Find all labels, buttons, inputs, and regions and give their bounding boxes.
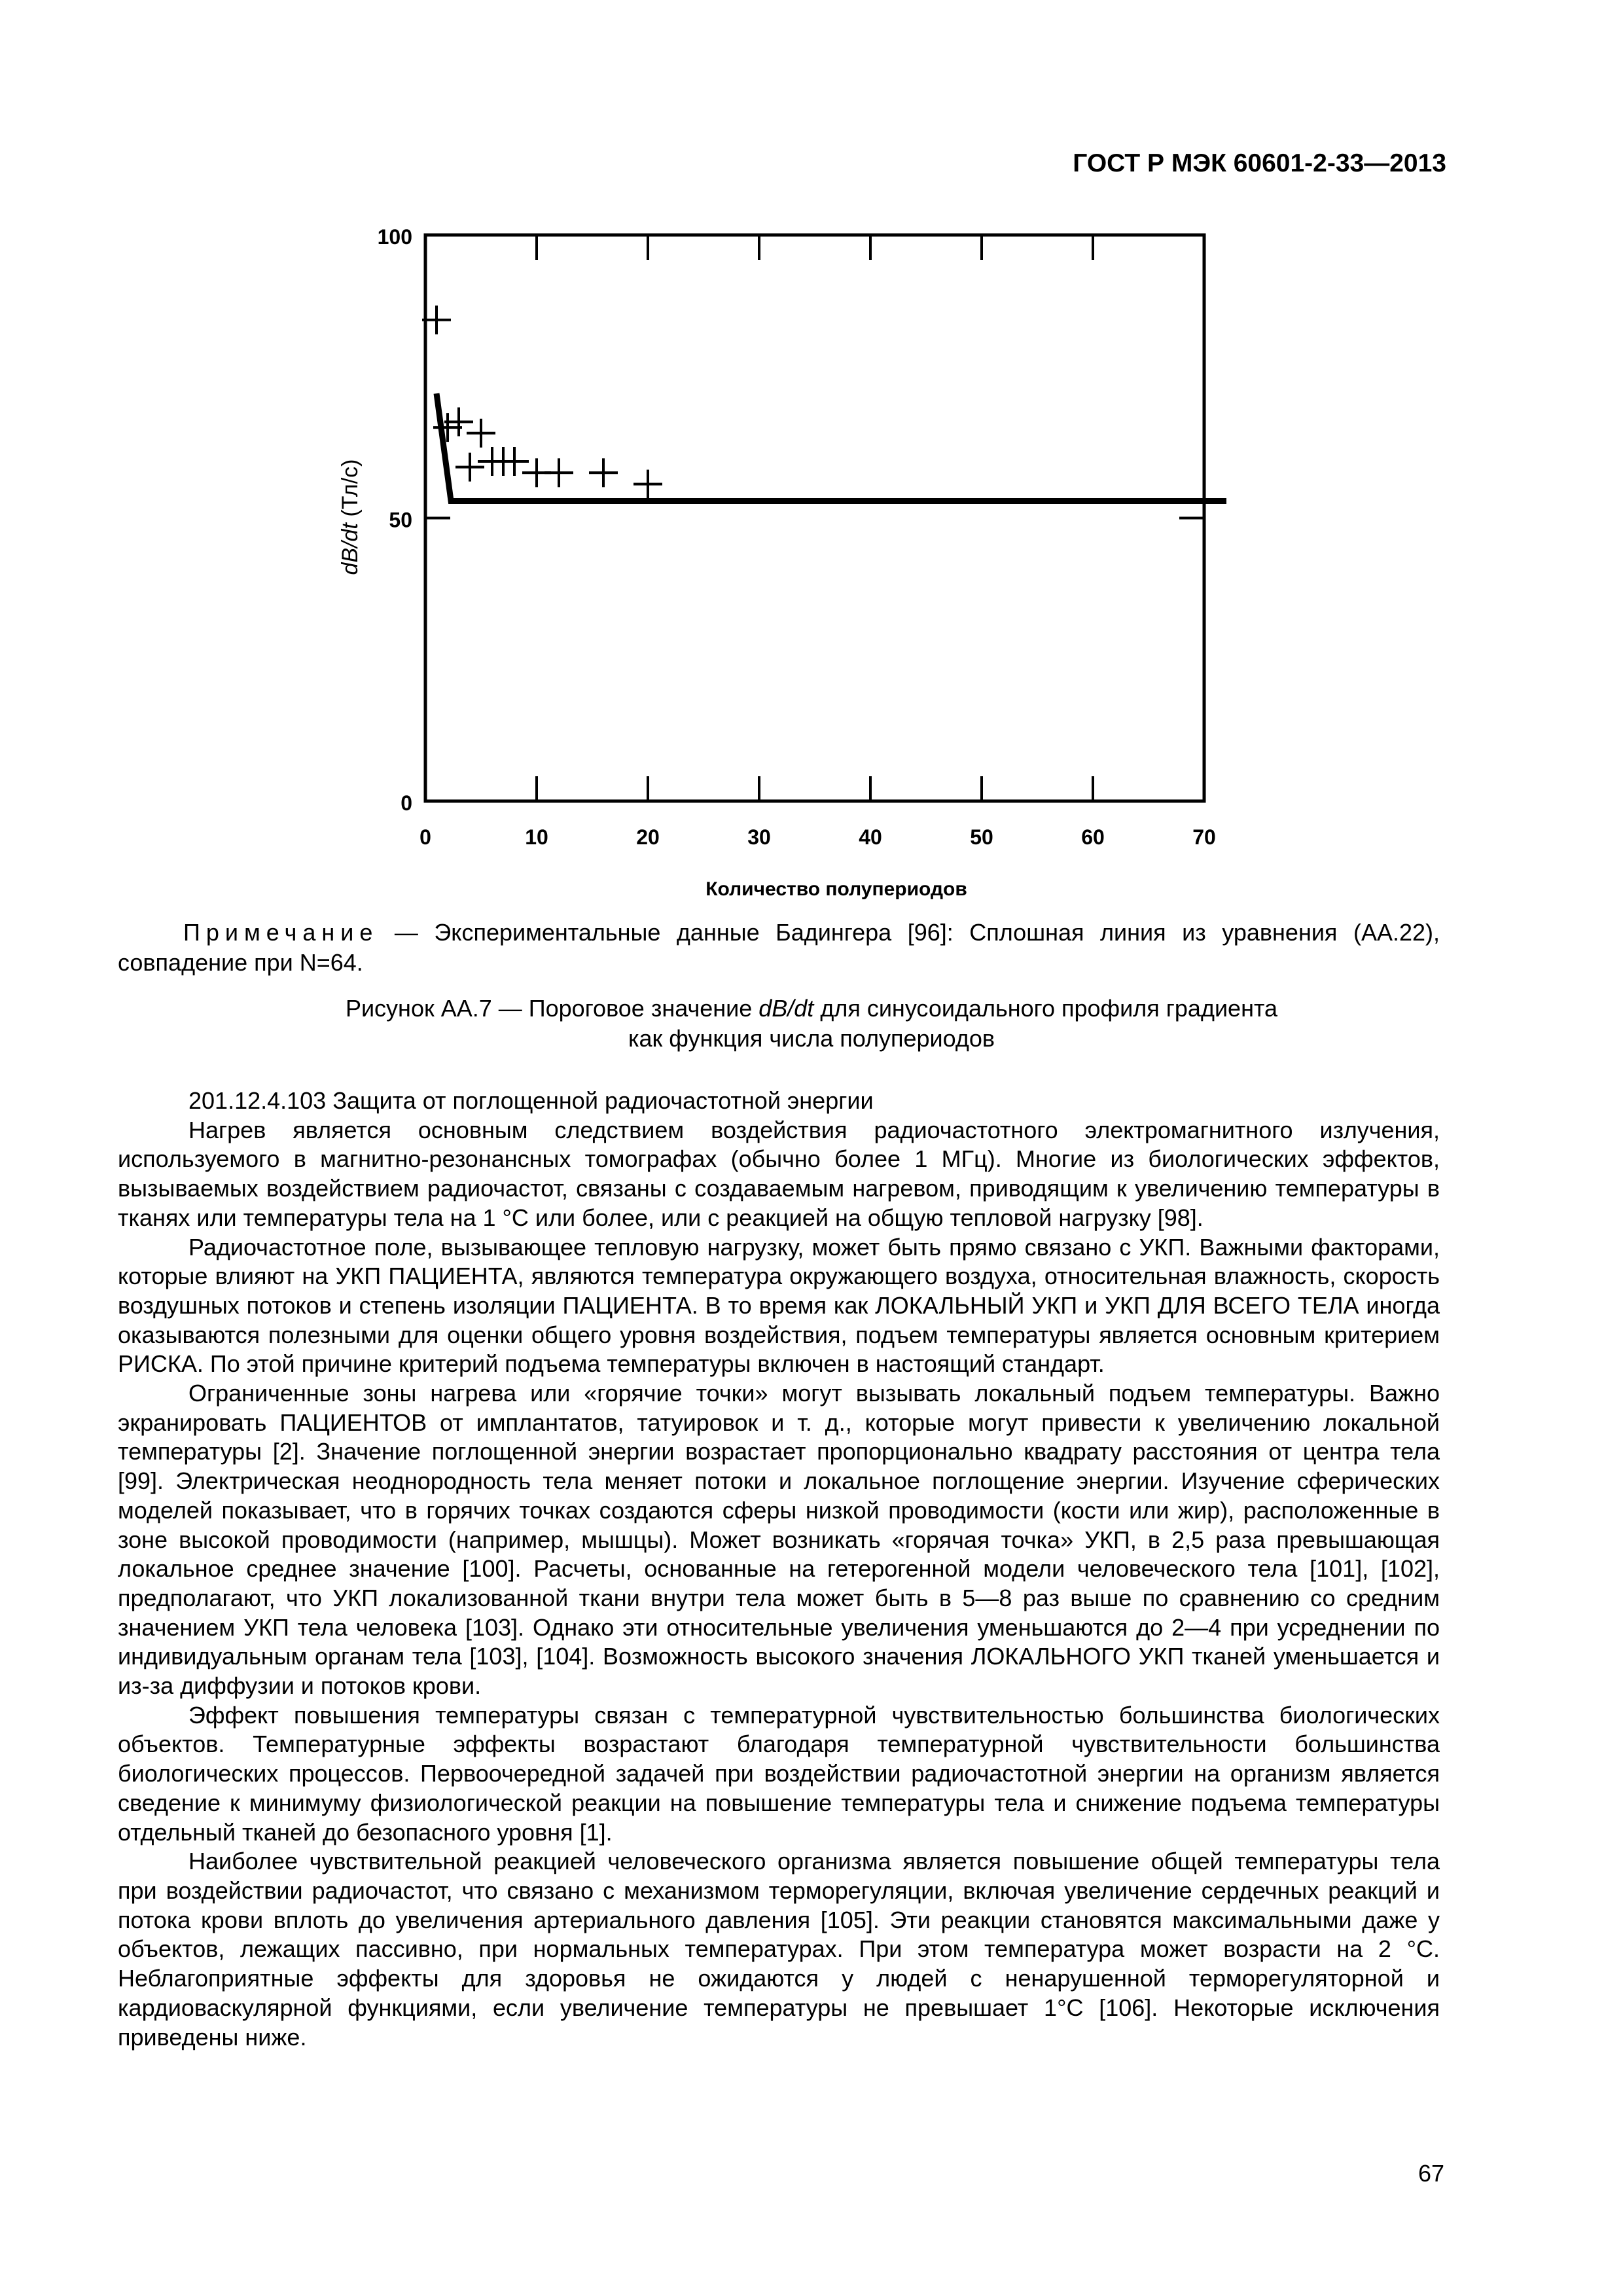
figure-caption	[118, 994, 1505, 1054]
paragraph: Нагрев является основным следствием воздействия радиочастотного электромагнитного излучения, используемого в магнитно-резонансных томографах (обычно более 1 МГц). Многие из биологических эффектов, вызываемых воздействием радиочастот, связаны с создаваемым нагревом, приводящим к увеличению температуры в тканях или температуры тела на 1 °С или более, или с реакцией на общую тепловой нагрузку [98].	[118, 1116, 1440, 1231]
x-tick-label: 30	[747, 825, 771, 849]
data-point-marker	[455, 453, 484, 482]
data-point-marker	[544, 458, 573, 487]
y-tick-label: 0	[401, 791, 412, 815]
paragraph: Эффект повышения температуры связан с температурной чувствительностью большинства биологических объектов. Температурные эффекты возрастают благодаря температурной чувствительности большинства биологических процессов. Первоочередной задачей при воздействии радиочастотной энергии на организм является сведение к минимуму физиологической реакции на повышение температуры тела и снижение подъема температуры отдельный тканей до безопасного уровня [1].	[118, 1701, 1440, 1846]
x-axis-label: Количество полупериодов	[705, 878, 967, 900]
caption-symbol: dB/dt	[758, 995, 814, 1022]
y-tick-label: 100	[377, 225, 412, 249]
tick-marks	[425, 235, 1204, 801]
document-standard-header: ГОСТ Р МЭК 60601-2-33—2013	[1073, 149, 1446, 177]
data-point-marker	[633, 470, 662, 499]
data-points	[422, 306, 662, 499]
x-tick-label: 50	[970, 825, 993, 849]
x-tick-labels	[419, 825, 1216, 849]
x-tick-label: 40	[859, 825, 882, 849]
figure-note	[118, 918, 1440, 978]
body-text	[118, 1086, 1440, 2052]
y-axis-label-symbol: dB/dt	[338, 523, 363, 575]
figure-caption-line2: как функция числа полупериодов	[628, 1025, 995, 1052]
y-axis-label-units: (Тл/с)	[338, 459, 363, 524]
paragraph: Наиболее чувствительной реакцией человеческого организма является повышение общей температуры тела при воздействии радиочастот, что связано с механизмом терморегуляции, включая увеличение сердечных реакций и потока крови вплоть до увеличения артериального давления [105]. Эти реакции становятся максимальными даже у объектов, лежащих пассивно, при нормальных температурах. При этом температура может возрасти на 2 °С. Неблагоприятные эффекты для здоровья не ожидаются у людей с ненарушенной терморегуляторной и кардиоваскулярной функциями, если увеличение температуры не превышает 1°С [106]. Некоторые исключения приведены ниже.	[118, 1848, 1440, 2051]
chart-svg	[0, 0, 1623, 929]
threshold-chart	[0, 0, 1623, 929]
section-heading: 201.12.4.103 Защита от поглощенной радиочастотной энергии	[188, 1087, 874, 1114]
paragraph: Радиочастотное поле, вызывающее тепловую нагрузку, может быть прямо связано с УКП. Важными факторами, которые влияют на УКП ПАЦИЕНТА, являются температура окружающего воздуха, относительная влажность, скорость воздушных потоков и степень изоляции ПАЦИЕНТА. В то время как ЛОКАЛЬНЫЙ УКП и УКП ДЛЯ ВСЕГО ТЕЛА иногда оказываются полезными для оценки общего уровня воздействия, подъем температуры является основным критерием РИСКА. По этой причине критерий подъема температуры включен в настоящий стандарт.	[118, 1233, 1440, 1378]
data-point-marker	[589, 458, 618, 487]
y-axis-label	[338, 459, 363, 575]
x-tick-label: 0	[419, 825, 431, 849]
note-label: Примечание	[183, 919, 379, 946]
fit-line	[437, 393, 1226, 501]
x-tick-label: 70	[1192, 825, 1216, 849]
x-tick-label: 20	[636, 825, 660, 849]
figure-caption-line1: Рисунок АА.7 — Пороговое значение dB/dt для синусоидального профиля градиента	[345, 995, 1278, 1022]
page-number: 67	[1418, 2160, 1444, 2187]
x-tick-label: 10	[525, 825, 548, 849]
paragraph: Ограниченные зоны нагрева или «горячие точки» могут вызывать локальный подъем температуры. Важно экранировать ПАЦИЕНТОВ от имплантатов, татуировок и т. д., которые могут привести к увеличению локальной температуры [2]. Значение поглощенной энергии возрастает пропорционально квадрату расстояния от центра тела [99]. Электрическая неоднородность тела меняет потоки и локальное поглощение энергии. Изучение сферических моделей показывает, что в горячих точках создаются сферы низкой проводимости (кости или жир), расположенные в зоне высокой проводимости (например, мышцы). Может возникать «горячая точка» УКП, в 2,5 раза превышающая локальное среднее значение [100]. Расчеты, основанные на гетерогенной модели человеческого тела [101], [102], предполагают, что УКП локализованной ткани внутри тела может быть в 5—8 раз выше по сравнению со средним значением УКП тела человека [103]. Однако эти относительные увеличения уменьшаются до 2—4 при усреднении по индивидуальным органам тела [103], [104]. Возможность высокого значения ЛОКАЛЬНОГО УКП тканей уменьшается и из-за диффузии и потоков крови.	[118, 1380, 1440, 1700]
note-text: — Экспериментальные данные Бадингера [96]: Сплошная линия из уравнения (АА.22), совпадение при N=64.	[118, 919, 1440, 976]
y-tick-labels	[378, 225, 412, 815]
y-tick-label: 50	[389, 508, 412, 532]
x-tick-label: 60	[1081, 825, 1105, 849]
chart-frame	[425, 235, 1204, 801]
